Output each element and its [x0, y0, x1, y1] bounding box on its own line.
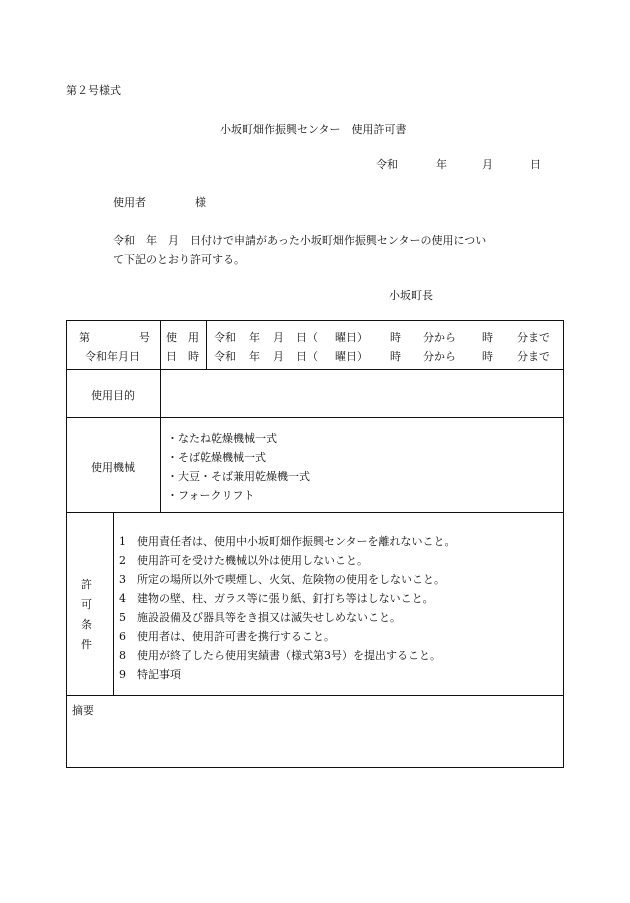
condition-text: 施設設備及び器具等をき損又は滅失せしめないこと。	[137, 611, 401, 624]
machinery-item: ・そば乾燥機械一式	[167, 451, 266, 464]
conditions-label-char: 許	[81, 578, 92, 591]
weekday: 曜日）	[335, 350, 368, 363]
condition-number: 4	[119, 592, 126, 605]
user-honorific: 様	[195, 196, 206, 209]
conditions-label-char: 条	[81, 618, 92, 631]
machinery-label: 使用機械	[91, 461, 135, 474]
date-month: 月	[482, 158, 493, 171]
machinery-item: ・なたね乾燥機械一式	[167, 432, 277, 445]
day: 日（	[296, 350, 318, 363]
era: 令和	[214, 331, 236, 344]
row-divider	[67, 695, 563, 696]
permit-date-label: 令和年月日	[85, 350, 140, 363]
col-divider	[113, 512, 114, 695]
form-number: 第２号様式	[66, 84, 121, 97]
machinery-item: ・大豆・そば兼用乾燥機一式	[167, 470, 310, 483]
condition-number: 1	[119, 535, 126, 548]
minute-from: 分から	[423, 350, 456, 363]
condition-text: 使用者は、使用許可書を携行すること。	[137, 630, 335, 643]
date-day: 日	[530, 158, 541, 171]
minute-until: 分まで	[517, 331, 550, 344]
hour: 時	[390, 350, 401, 363]
condition-item	[119, 552, 368, 568]
year: 年	[249, 350, 260, 363]
condition-number: 9	[119, 668, 126, 681]
condition-number: 3	[119, 573, 126, 586]
condition-item	[119, 666, 181, 682]
permit-no-prefix: 第	[79, 331, 90, 344]
condition-number: 2	[119, 554, 126, 567]
usage-datetime-label-top: 使 用	[166, 331, 199, 344]
machinery-item: ・フォークリフト	[167, 489, 255, 502]
document-title: 小坂町畑作振興センター 使用許可書	[220, 123, 407, 136]
year: 年	[249, 331, 260, 344]
month: 月	[273, 331, 284, 344]
condition-item	[119, 628, 335, 644]
user-label: 使用者	[113, 196, 146, 209]
condition-item	[119, 647, 441, 663]
issuer: 小坂町長	[389, 289, 433, 302]
condition-text: 所定の場所以外で喫煙し、火気、危険物の使用をしないこと。	[137, 573, 445, 586]
condition-text: 使用が終了したら使用実績書（様式第3号）を提出すること。	[137, 649, 441, 662]
condition-item	[119, 571, 445, 587]
condition-item	[119, 533, 456, 549]
minute-until: 分まで	[517, 350, 550, 363]
col-divider	[160, 321, 161, 369]
condition-text: 使用許可を受けた機械以外は使用しないこと。	[137, 554, 368, 567]
hour-end: 時	[482, 331, 493, 344]
col-divider	[206, 321, 207, 369]
condition-number: 8	[119, 649, 126, 662]
minute-from: 分から	[423, 331, 456, 344]
day: 日（	[296, 331, 318, 344]
date-era: 令和	[376, 158, 398, 171]
permit-table	[66, 320, 564, 768]
remarks-label: 摘要	[72, 704, 94, 717]
condition-text: 建物の壁、柱、ガラス等に張り紙、釘打ち等はしないこと。	[137, 592, 434, 605]
date-year: 年	[436, 158, 447, 171]
row-divider	[67, 417, 563, 418]
era: 令和	[214, 350, 236, 363]
hour-end: 時	[482, 350, 493, 363]
hour: 時	[390, 331, 401, 344]
conditions-label-char: 可	[81, 598, 92, 611]
condition-item	[119, 609, 401, 625]
condition-text: 使用責任者は、使用中小坂町畑作振興センターを離れないこと。	[137, 535, 456, 548]
body-text-line-2: て下記のとおり許可する。	[113, 253, 245, 266]
usage-datetime-label-bottom: 日 時	[166, 350, 199, 363]
body-text-line-1: 令和 年 月 日付けで申請があった小坂町畑作振興センターの使用につい	[113, 234, 487, 247]
condition-text: 特記事項	[137, 668, 181, 681]
weekday: 曜日）	[335, 331, 368, 344]
permit-no-suffix: 号	[139, 331, 150, 344]
month: 月	[273, 350, 284, 363]
condition-number: 5	[119, 611, 126, 624]
row-divider	[67, 369, 563, 370]
condition-number: 6	[119, 630, 126, 643]
col-divider	[160, 369, 161, 512]
condition-item	[119, 590, 434, 606]
purpose-label: 使用目的	[91, 389, 135, 402]
conditions-label-char: 件	[81, 638, 92, 651]
row-divider	[67, 512, 563, 513]
